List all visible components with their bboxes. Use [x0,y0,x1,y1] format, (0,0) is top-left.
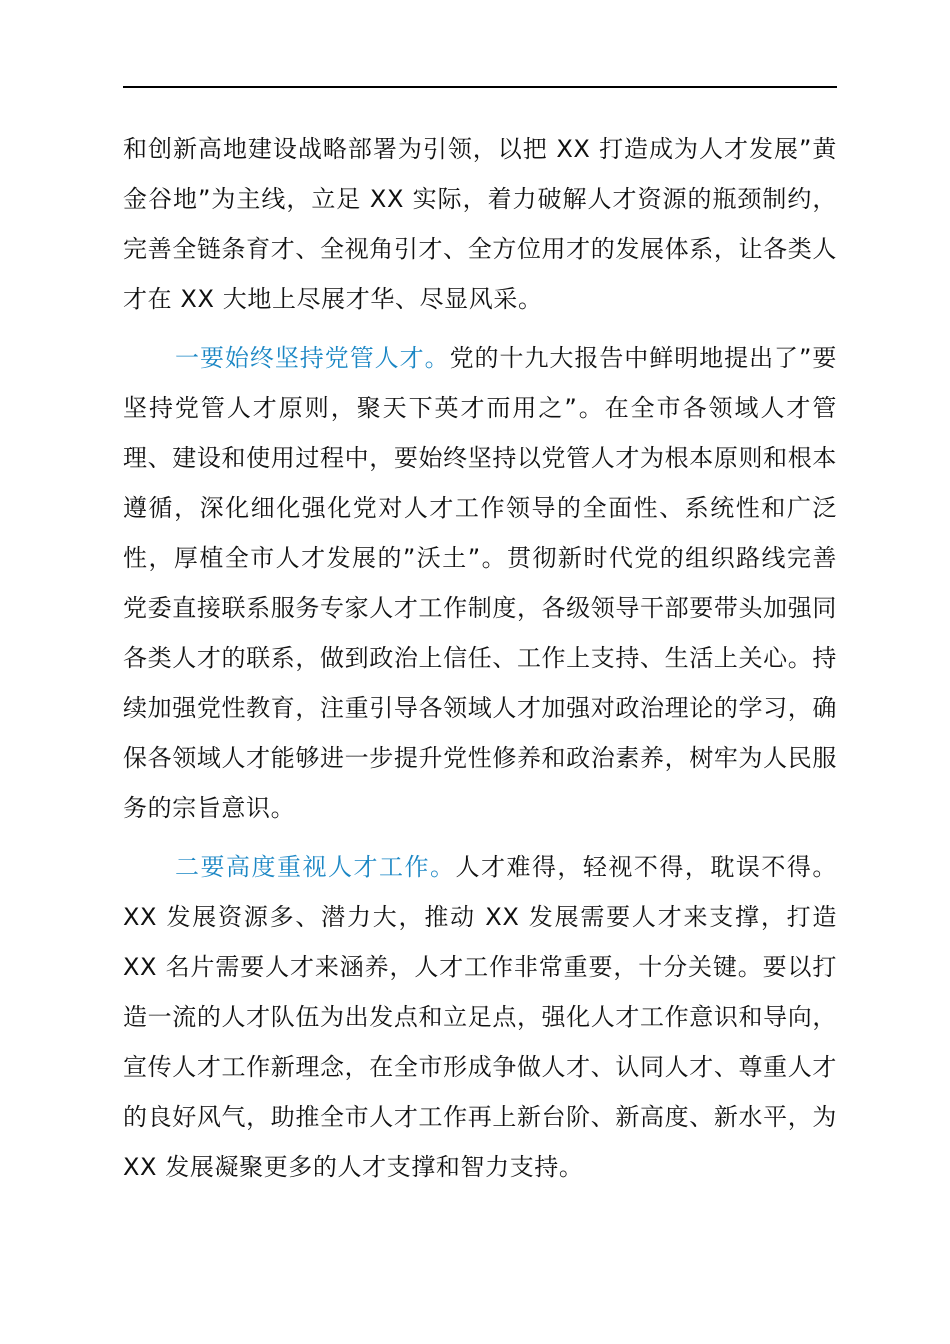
paragraph-talent-work-text: 人才难得，轻视不得，耽误不得。XX 发展资源多、潜力大，推动 XX 发展需要人才来支撑，打造 XX 名片需要人才来涵养，人才工作非常重要，十分关键。要以打造一流的人才队伍为出发点和立足点，强化人才工作意识和导向，宣传人才工作新理念，在全市形成争做人才、认同人才、尊重人才的良好风气，助推全市人才工作再上新台阶、新高度、新水平，为 XX 发展凝聚更多的人才支撑和智力支持。 [123,853,837,1181]
paragraph-intro [123,124,837,324]
paragraph-party-leadership-heading: 一要始终坚持党管人才。 [175,344,450,372]
paragraph-intro-text: 和创新高地建设战略部署为引领，以把 XX 打造成为人才发展”黄金谷地”为主线，立足 XX 实际，着力破解人才资源的瓶颈制约，完善全链条育才、全视角引才、全方位用才的发展体系，让各类人才在 XX 大地上尽展才华、尽显风采。 [123,135,837,313]
paragraph-party-leadership [123,333,837,833]
header-rule [123,86,837,88]
body-text [123,124,837,1201]
paragraph-talent-work-heading: 二要高度重视人才工作。 [175,853,456,881]
paragraph-talent-work [123,842,837,1192]
paragraph-party-leadership-text: 党的十九大报告中鲜明地提出了”要坚持党管人才原则，聚天下英才而用之”。在全市各领域人才管理、建设和使用过程中，要始终坚持以党管人才为根本原则和根本遵循，深化细化强化党对人才工作领导的全面性、系统性和广泛性，厚植全市人才发展的”沃土”。贯彻新时代党的组织路线完善党委直接联系服务专家人才工作制度，各级领导干部要带头加强同各类人才的联系，做到政治上信任、工作上支持、生活上关心。持续加强党性教育，注重引导各领域人才加强对政治理论的学习，确保各领域人才能够进一步提升党性修养和政治素养，树牢为人民服务的宗旨意识。 [123,344,837,822]
